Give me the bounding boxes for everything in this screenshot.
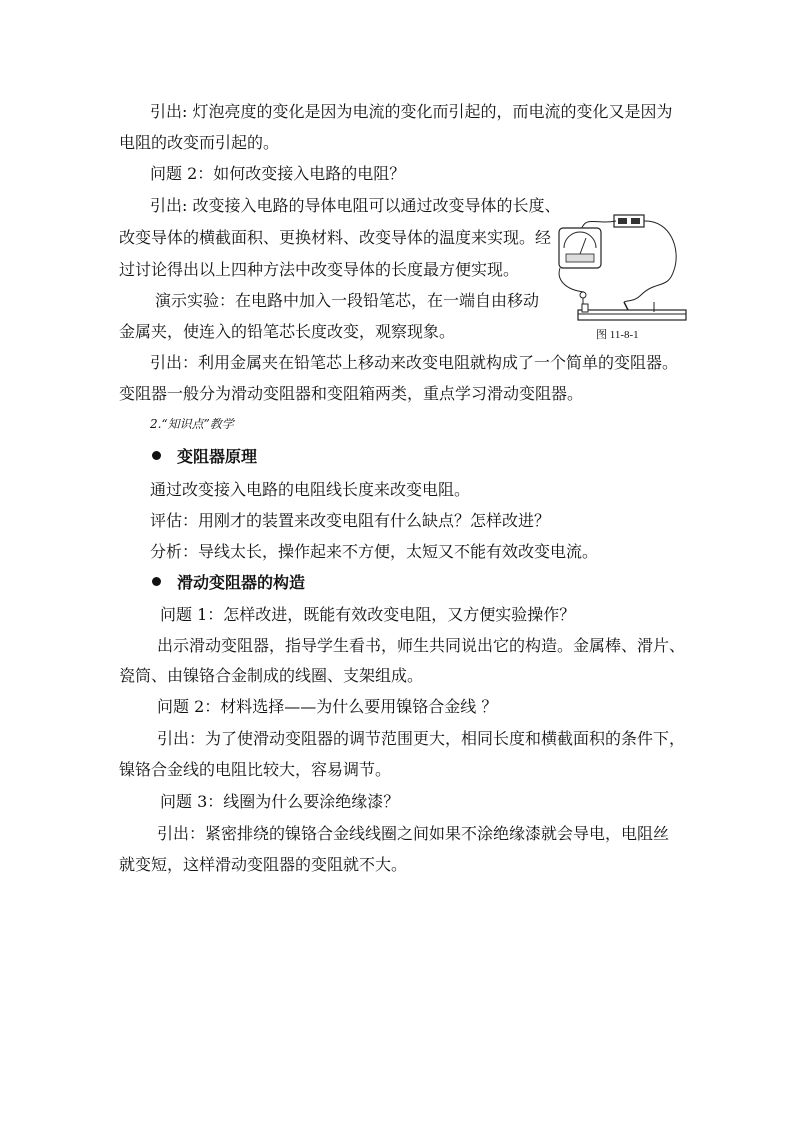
- text-line: 问题 2：如何改变接入电路的电阻？: [150, 164, 406, 183]
- bullet-heading: [152, 447, 257, 467]
- figure-caption: 图 11-8-1: [596, 329, 639, 341]
- bulb-icon: [580, 292, 586, 298]
- text-line: 电阻的改变而引起的。: [119, 133, 280, 152]
- text-line: 引出: 改变接入电路的导体电阻可以通过改变导体的长度、: [150, 196, 561, 215]
- text-line: 问题 2：材料选择——为什么要用镍铬合金线 ？: [157, 697, 498, 716]
- text-line: 瓷筒、由镍铬合金制成的线圈、支架组成。: [119, 666, 424, 685]
- text-line: 通过改变接入电路的电阻线长度来改变电阻。: [150, 480, 471, 499]
- text-line: 镍铬合金线的电阻比较大，容易调节。: [119, 760, 392, 779]
- text-line: 分析：导线太长，操作起来不方便，太短又不能有效改变电流。: [150, 542, 599, 561]
- text-line: 就变短，这样滑动变阻器的变阻就不大。: [119, 855, 408, 874]
- text-line: 改变导体的横截面积、更换材料、改变导体的温度来实现。经: [119, 228, 552, 247]
- text-line: 金属夹，使连入的铅笔芯长度改变，观察现象。: [119, 322, 456, 341]
- text-line: 问题 3：线圈为什么要涂绝缘漆？: [160, 792, 400, 811]
- text-line: 演示实验：在电路中加入一段铅笔芯，在一端自由移动: [155, 291, 540, 310]
- text-line: 评估：用刚才的装置来改变电阻有什么缺点？怎样改进？: [150, 511, 551, 530]
- bullet-heading-text: 变阻器原理: [177, 447, 258, 466]
- bullet-heading-text: 滑动变阻器的构造: [177, 573, 306, 592]
- text-line: 引出：为了使滑动变阻器的调节范围更大，相同长度和横截面积的条件下，: [157, 729, 686, 748]
- text-line: 引出：利用金属夹在铅笔芯上移动来改变电阻就构成了一个简单的变阻器。: [150, 353, 679, 372]
- text-line: 问题 1：怎样改进，既能有效改变电阻，又方便实验操作？: [160, 605, 576, 624]
- text-line: 引出: 灯泡亮度的变化是因为电流的变化而引起的，而电流的变化又是因为: [150, 102, 673, 121]
- bullet-icon: [152, 577, 161, 586]
- text-line: 引出：紧密排绕的镍铬合金线线圈之间如果不涂绝缘漆就会导电，电阻丝: [157, 824, 670, 843]
- pencil-lead-board: [578, 310, 686, 320]
- bullet-icon: [152, 451, 161, 460]
- section-heading: 2.“知识点”教学: [150, 417, 234, 431]
- bullet-heading: [152, 573, 305, 593]
- circuit-figure: [556, 210, 692, 340]
- text-line: 变阻器一般分为滑动变阻器和变阻箱两类，重点学习滑动变阻器。: [119, 384, 584, 403]
- text-line: 出示滑动变阻器，指导学生看书，师生共同说出它的构造。金属棒、滑片、: [157, 636, 686, 655]
- text-line: 过讨论得出以上四种方法中改变导体的长度最方便实现。: [119, 260, 520, 279]
